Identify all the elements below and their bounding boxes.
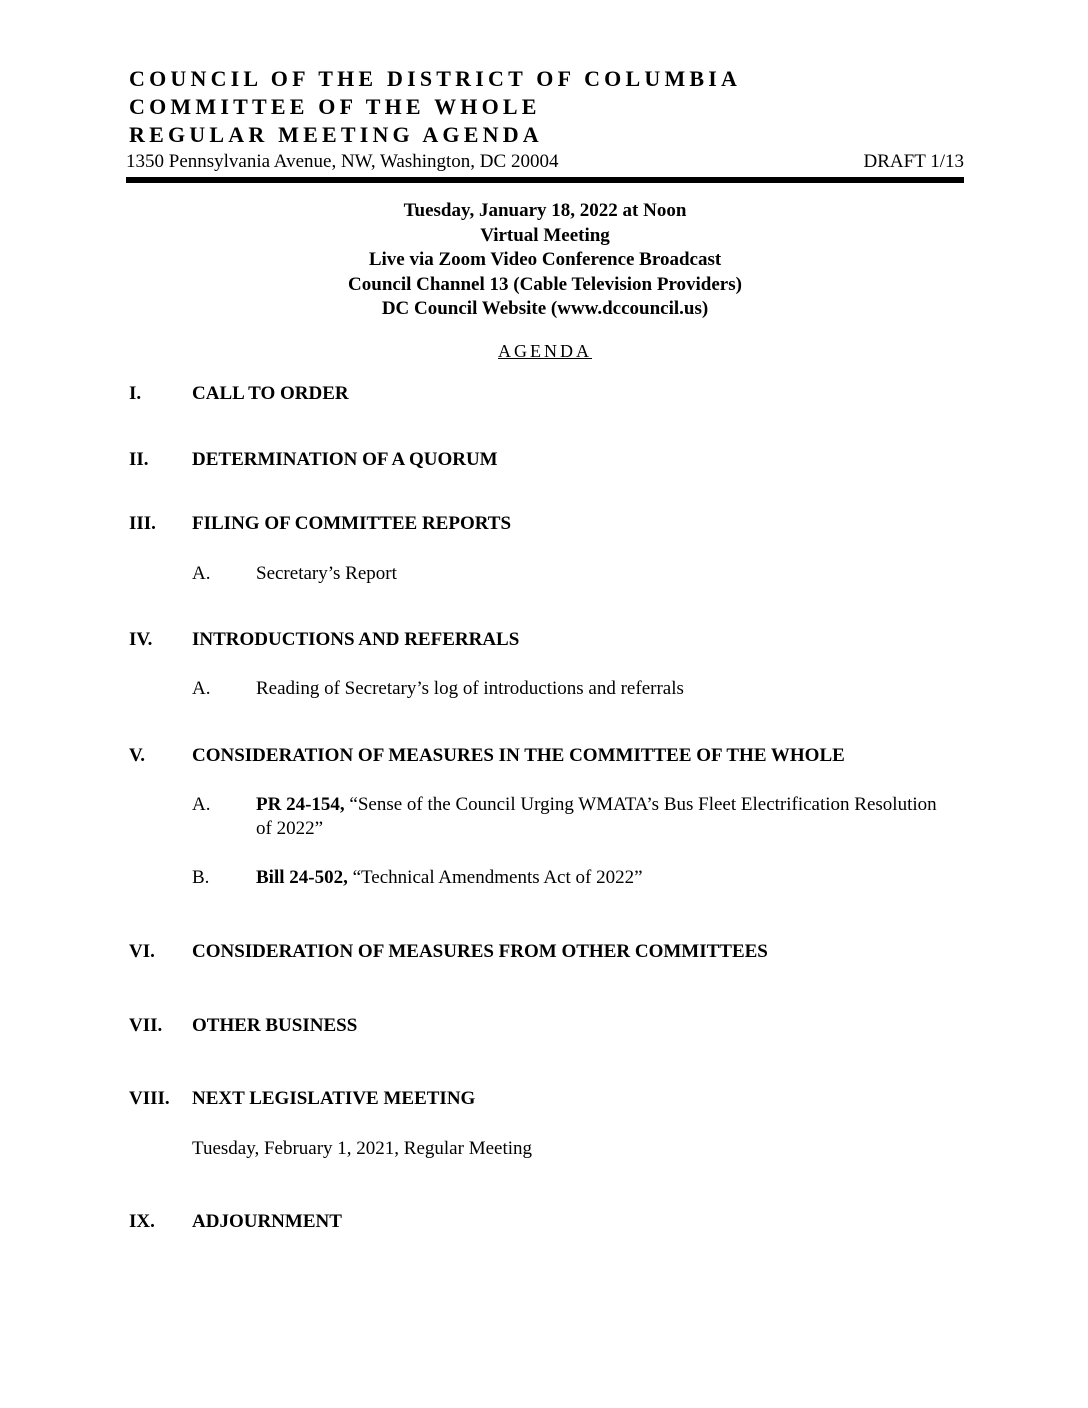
item-letter: B. [192, 867, 210, 888]
section-title: ADJOURNMENT [192, 1211, 342, 1232]
meeting-type: Virtual Meeting [480, 224, 610, 246]
item-letter: A. [192, 678, 211, 699]
section-title: INTRODUCTIONS AND REFERRALS [192, 629, 520, 650]
section-title: DETERMINATION OF A QUORUM [192, 449, 498, 470]
section-title: FILING OF COMMITTEE REPORTS [192, 513, 512, 534]
address-row [126, 151, 964, 173]
item-letter: A. [192, 794, 211, 815]
draft-label: DRAFT 1/13 [863, 151, 964, 172]
measure-number: Bill 24-502, [256, 867, 348, 888]
committee-title: COMMITTEE OF THE WHOLE [129, 94, 541, 119]
section-number: IV. [129, 629, 153, 650]
section-number: I. [129, 383, 142, 404]
item-text: Reading of Secretary’s log of introductions and referrals [256, 678, 684, 699]
section-number: VIII. [129, 1088, 170, 1109]
council-title: COUNCIL OF THE DISTRICT OF COLUMBIA [129, 66, 742, 91]
agenda-heading: REGULAR MEETING AGENDA [129, 122, 543, 147]
next-meeting-date: Tuesday, February 1, 2021, Regular Meeting [192, 1138, 533, 1159]
section-title: OTHER BUSINESS [192, 1015, 358, 1036]
section-number: III. [129, 513, 156, 534]
section-title: CONSIDERATION OF MEASURES IN THE COMMITTEE OF THE WHOLE [192, 745, 845, 766]
item-letter: A. [192, 563, 211, 584]
section-number: VII. [129, 1015, 163, 1036]
section-number: V. [129, 745, 146, 766]
address: 1350 Pennsylvania Avenue, NW, Washington, DC 20004 [126, 151, 559, 172]
meeting-info [126, 199, 964, 322]
section-title: CONSIDERATION OF MEASURES FROM OTHER COMMITTEES [192, 941, 768, 962]
meeting-channel: Council Channel 13 (Cable Television Providers) [348, 273, 742, 295]
meeting-datetime: Tuesday, January 18, 2022 at Noon [403, 200, 687, 221]
meeting-broadcast: Live via Zoom Video Conference Broadcast [368, 249, 722, 270]
item-text [256, 866, 956, 890]
agenda-title: AGENDA [498, 341, 592, 361]
measure-title: “Technical Amendments Act of 2022” [347, 867, 643, 888]
measure-number: PR 24-154, [256, 794, 345, 815]
meeting-website: DC Council Website (www.dccouncil.us) [381, 298, 709, 319]
section-number: VI. [129, 941, 155, 962]
item-text: Secretary’s Report [256, 563, 397, 584]
item-text [256, 793, 956, 841]
section-title: NEXT LEGISLATIVE MEETING [192, 1088, 476, 1109]
measure-title: “Sense of the Council Urging WMATA’s Bus Fleet Electrification Resolution of 2022” [256, 794, 937, 839]
section-number: IX. [129, 1211, 155, 1232]
header-rule [126, 177, 964, 183]
section-number: II. [129, 449, 149, 470]
section-title: CALL TO ORDER [192, 383, 349, 404]
